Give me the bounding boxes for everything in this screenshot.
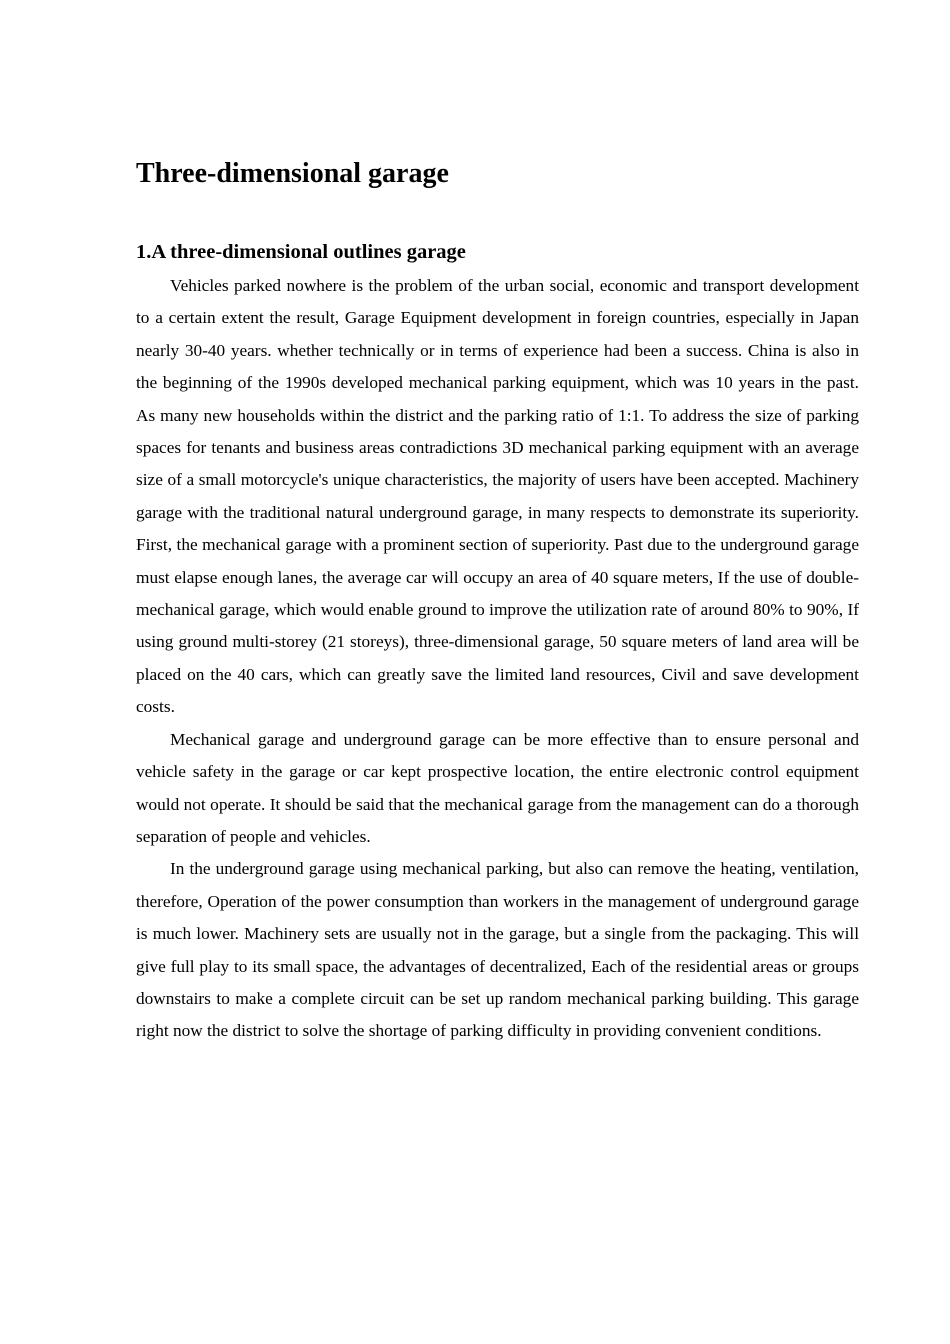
- paragraph-1: Vehicles parked nowhere is the problem of the urban social, economic and transport development to a certain extent the result, Garage Equipment development in foreign countries, especially in Japan nearly 30-40 years. whether technically or in terms of experience had been a success. China is also in the beginning of the 1990s developed mechanical parking equipment, which was 10 years in the past. As many new households within the district and the parking ratio of 1:1. To address the size of parking spaces for tenants and business areas contradictions 3D mechanical parking equipment with an average size of a small motorcycle's unique characteristics, the majority of users have been accepted. Machinery garage with the traditional natural underground garage, in many respects to demonstrate its superiority. First, the mechanical garage with a prominent section of superiority. Past due to the underground garage must elapse enough lanes, the average car will occupy an area of 40 square meters, If the use of double-mechanical garage, which would enable ground to improve the utilization rate of around 80% to 90%, If using ground multi-storey (21 storeys), three-dimensional garage, 50 square meters of land area will be placed on the 40 cars, which can greatly save the limited land resources, Civil and save development costs.: [136, 276, 859, 717]
- paragraph-3: In the underground garage using mechanical parking, but also can remove the heating, ventilation, therefore, Operation of the power consumption than workers in the management of underground garage is much lower. Machinery sets are usually not in the garage, but a single from the packaging. This will give full play to its small space, the advantages of decentralized, Each of the residential areas or groups downstairs to make a complete circuit can be set up random mechanical parking building. This garage right now the district to solve the shortage of parking difficulty in providing convenient conditions.: [136, 859, 859, 1041]
- section-heading: 1.A three-dimensional outlines garage: [136, 241, 466, 263]
- document-body: [136, 150, 859, 1048]
- paragraph-2: Mechanical garage and underground garage can be more effective than to ensure personal and vehicle safety in the garage or car kept prospective location, the entire electronic control equipment would not operate. It should be said that the mechanical garage from the management can do a thorough separation of people and vehicles.: [136, 729, 859, 846]
- document-title: Three-dimensional garage: [136, 158, 449, 189]
